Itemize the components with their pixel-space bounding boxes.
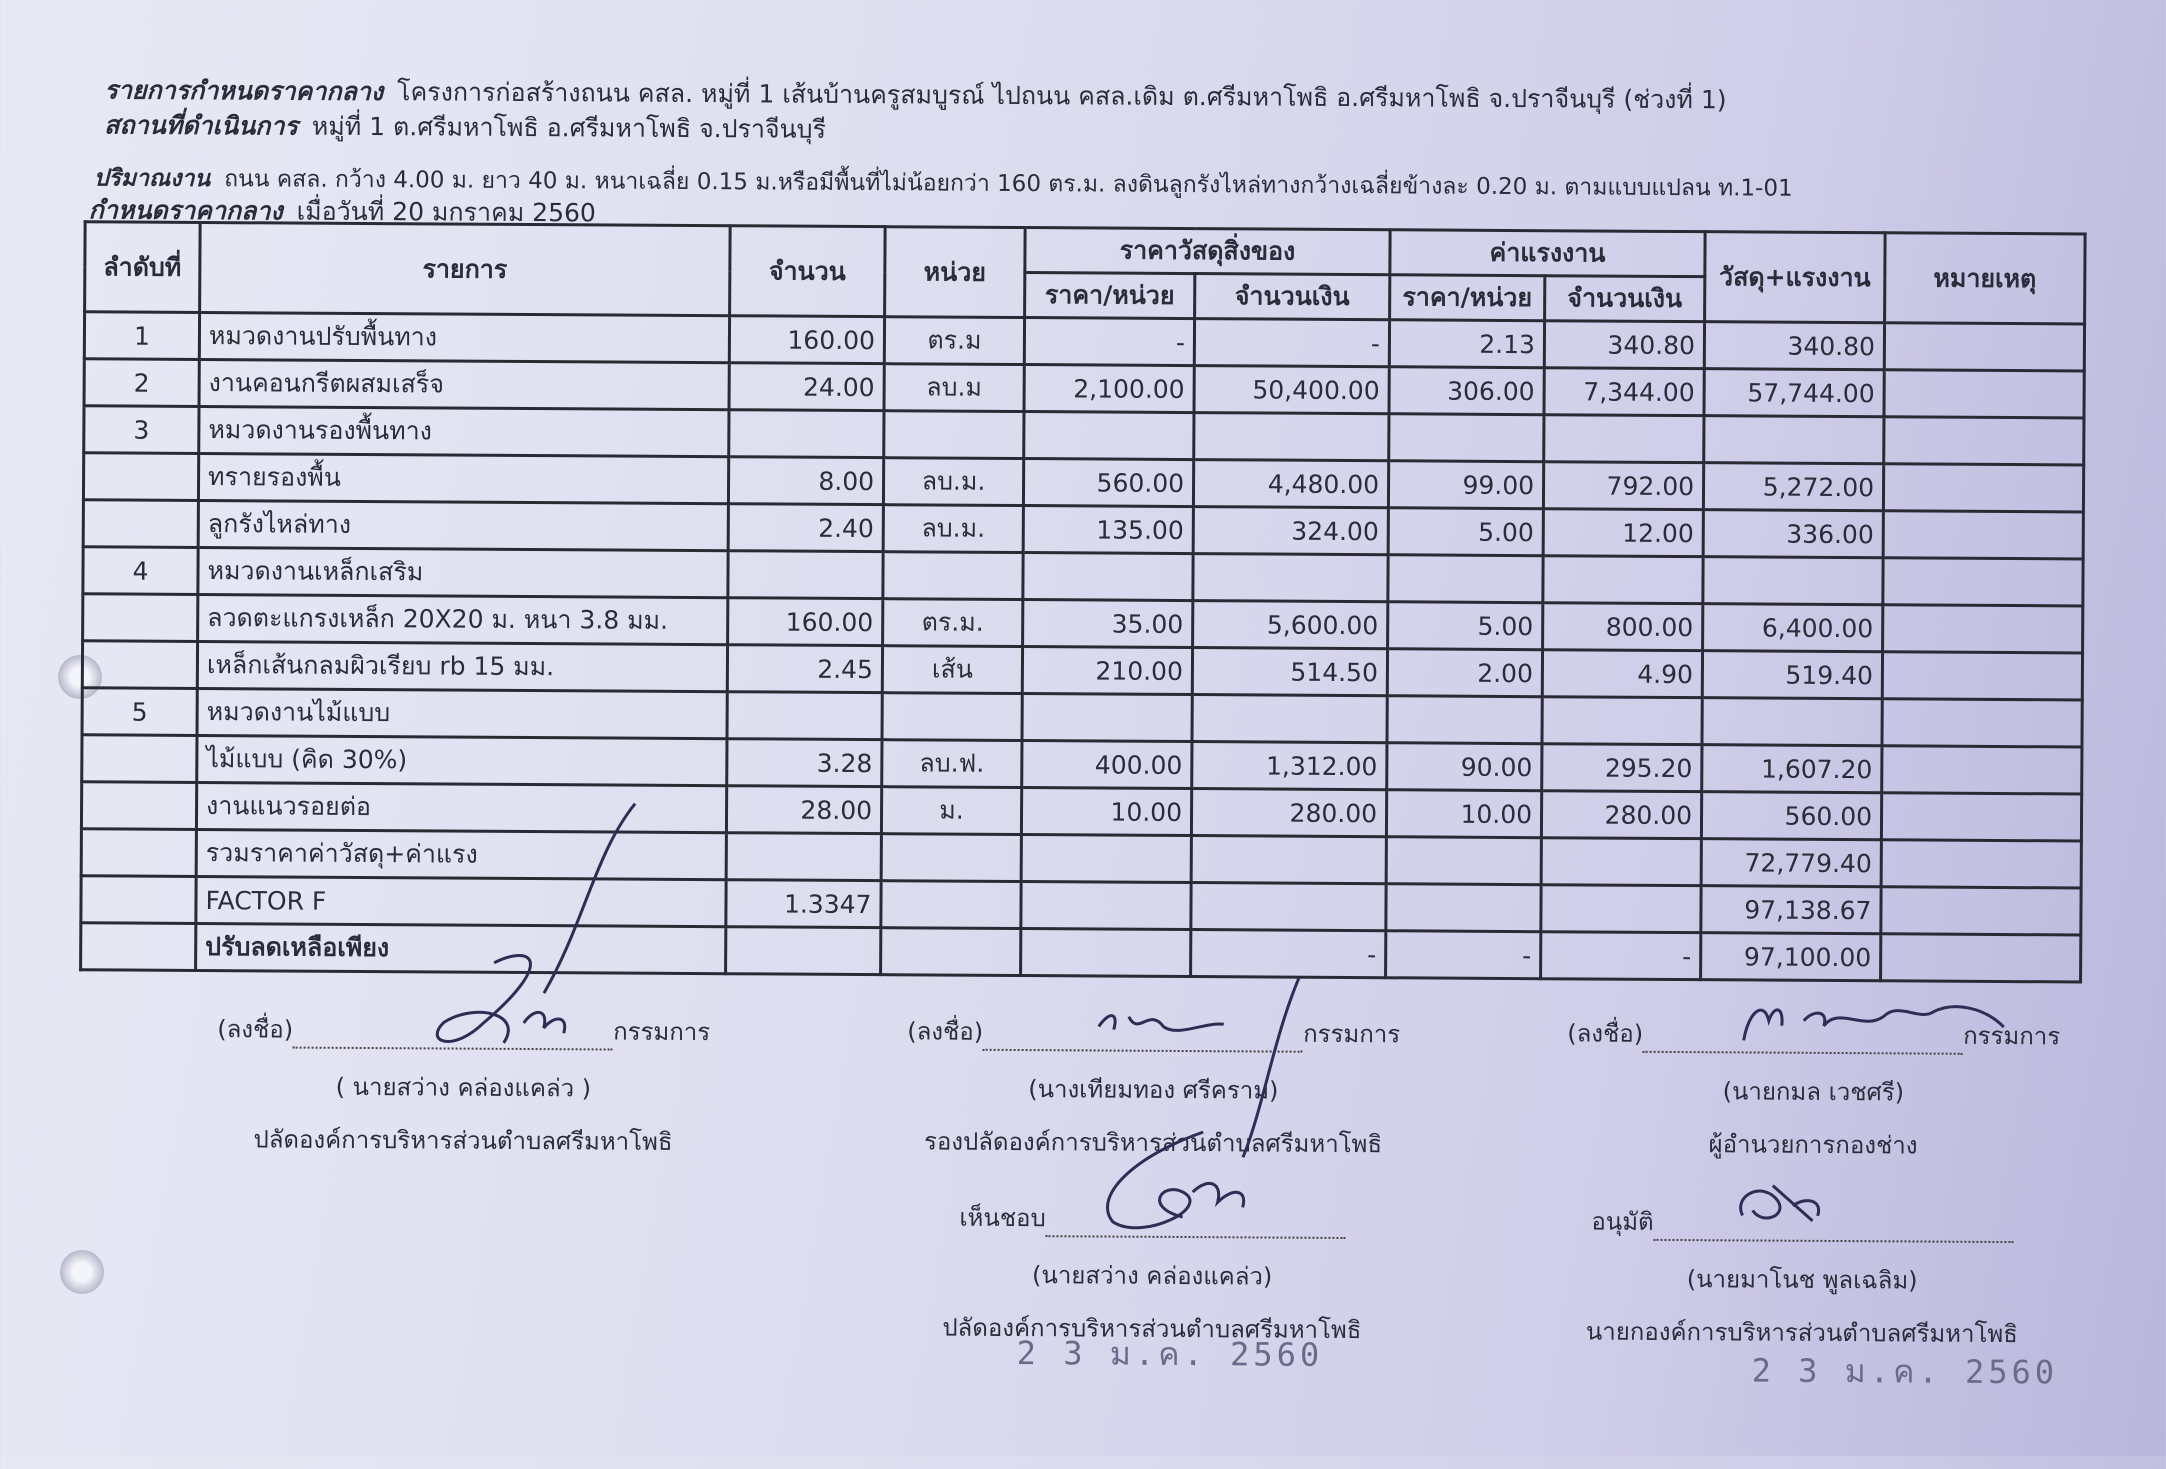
row-lab-amount: 800.00: [1543, 603, 1703, 651]
row-lab-price: [1389, 414, 1544, 462]
row-qty: [727, 692, 882, 740]
row-mat-amount: [1192, 695, 1387, 743]
row-mat-price: 210.00: [1022, 647, 1192, 695]
row-lab-amount: 7,344.00: [1544, 368, 1704, 416]
row-unit: [881, 834, 1021, 882]
signer-name: (นายกมล เวชศรี): [1722, 1077, 1905, 1107]
row-qty: 8.00: [728, 457, 883, 505]
row-total: [1703, 557, 1883, 605]
row-no: [81, 923, 196, 971]
row-mat-amount: 280.00: [1191, 789, 1386, 837]
date-stamp: 2 3 ม.ค. 2560: [1751, 1351, 2059, 1392]
row-no: 3: [84, 406, 199, 454]
col-header-lab-price: ราคา/หน่วย: [1390, 275, 1545, 321]
row-lab-price: 5.00: [1388, 602, 1543, 650]
col-header-mat-price: ราคา/หน่วย: [1025, 273, 1195, 319]
row-note: [1883, 511, 2083, 559]
row-item: หมวดงานรองพื้นทาง: [199, 406, 729, 456]
row-no: [82, 641, 197, 689]
handwritten-signature: [1722, 1175, 1832, 1236]
signature-approve: อนุมัติ (นายมาโนช พูลเฉลิม) นายกองค์การบริหารส่วนตำบลศรีมหาโพธิ: [1552, 1201, 2053, 1353]
row-lab-amount: 280.00: [1541, 791, 1701, 839]
row-mat-price: 400.00: [1022, 741, 1192, 789]
date-stamp: 2 3 ม.ค. 2560: [1016, 1333, 1324, 1374]
signer-title: ผู้อำนวยการกองช่าง: [1708, 1130, 1918, 1160]
signer-name: (นายสว่าง คล่องแคล่ว): [1032, 1261, 1273, 1291]
row-total: 6,400.00: [1703, 604, 1883, 652]
row-item: ลูกรังไหล่ทาง: [198, 500, 728, 550]
row-no: 2: [84, 359, 199, 407]
row-no: [81, 876, 196, 924]
row-unit: ตร.ม.: [883, 599, 1023, 647]
row-item: หมวดงานปรับพื้นทาง: [199, 312, 729, 362]
row-lab-price: [1388, 555, 1543, 603]
price-date-line: กำหนดราคากลาง เมื่อวันที่ 20 มกราคม 2560: [88, 195, 596, 228]
signer-title: ปลัดองค์การบริหารส่วนตำบลศรีมหาโพธิ: [942, 1313, 1362, 1345]
quantity-line: ปริมาณงาน ถนน คสล. กว้าง 4.00 ม. ยาว 40 ม. หนาเฉลี่ย 0.15 ม.หรือมีพื้นที่ไม่น้อยกว่า 160 ตร.ม. ลงดินลูกรังไหล่ทางกว้างเฉลี่ยข้างละ 0.20 ม. ตามแบบแปลน ท.1-01: [93, 165, 1793, 202]
signer-name: (นายมาโนช พูลเฉลิม): [1686, 1265, 1918, 1295]
row-mat-amount: [1191, 883, 1386, 931]
row-no: [83, 500, 198, 548]
signer-name: (นางเทียมทอง ศรีคราม): [1028, 1075, 1279, 1105]
row-total: 5,272.00: [1703, 463, 1883, 511]
row-mat-price: [1023, 553, 1193, 601]
row-qty: 3.28: [727, 739, 882, 787]
row-lab-price: 5.00: [1388, 508, 1543, 556]
row-note: [1882, 699, 2082, 747]
row-mat-amount: [1191, 836, 1386, 884]
row-unit: [883, 552, 1023, 600]
row-unit: [881, 928, 1021, 976]
row-lab-amount: 340.80: [1544, 321, 1704, 369]
row-note: [1883, 558, 2083, 606]
col-header-item: รายการ: [200, 222, 731, 315]
row-total: 560.00: [1701, 792, 1881, 840]
signature-agree: เห็นชอบ (นายสว่าง คล่องแคล่ว) ปลัดองค์การบริหารส่วนตำบลศรีมหาโพธิ: [892, 1197, 1413, 1349]
row-item: ไม้แบบ (คิด 30%): [197, 735, 727, 785]
row-lab-price: 2.00: [1387, 649, 1542, 697]
col-header-qty: จำนวน: [730, 226, 886, 317]
row-total: 336.00: [1703, 510, 1883, 558]
row-total: 97,100.00: [1701, 933, 1881, 981]
row-mat-price: 2,100.00: [1024, 365, 1194, 413]
row-unit: [881, 881, 1021, 929]
row-total: 519.40: [1702, 651, 1882, 699]
row-qty: 2.40: [728, 504, 883, 552]
row-total: 1,607.20: [1702, 745, 1882, 793]
signature-committee-1: (ลงชื่อ) กรรมการ ( นายสว่าง คล่องแคล่ว ) ปลัดองค์การบริหารส่วนตำบลศรีมหาโพธิ: [183, 1009, 744, 1161]
row-lab-amount: 4.90: [1542, 650, 1702, 698]
row-no: [81, 782, 196, 830]
row-no: 1: [84, 312, 199, 360]
project-title-line: รายการกำหนดราคากลาง โครงการก่อสร้างถนน คสล. หมู่ที่ 1 เส้นบ้านครูสมบูรณ์ ไปถนน คสล.เดิม ต.ศรีมหาโพธิ อ.ศรีมหาโพธิ จ.ปราจีนบุรี (ช่วงที่ 1): [104, 75, 1727, 115]
row-unit: ลบ.ม: [884, 364, 1024, 412]
row-mat-amount: -: [1194, 319, 1389, 367]
col-header-mat-amount: จำนวนเงิน: [1195, 274, 1390, 320]
signer-title: รองปลัดองค์การบริหารส่วนตำบลศรีมหาโพธิ: [923, 1127, 1383, 1159]
row-unit: ลบ.ม.: [883, 458, 1023, 506]
signature-committee-3: (ลงชื่อ) กรรมการ (นายกมล เวชศรี) ผู้อำนวยการกองช่าง: [1553, 1013, 2074, 1165]
row-lab-amount: [1541, 885, 1701, 933]
price-estimate-document: [31, 0, 2140, 1469]
row-lab-price: 10.00: [1386, 790, 1541, 838]
col-header-note: หมายเหตุ: [1885, 233, 2086, 324]
row-no: [83, 594, 198, 642]
row-note: [1882, 746, 2082, 794]
col-header-total: วัสดุ+แรงงาน: [1705, 232, 1886, 323]
col-header-lab-amount: จำนวนเงิน: [1545, 276, 1705, 322]
row-lab-amount: -: [1541, 932, 1701, 980]
col-header-no: ลำดับที่: [85, 222, 201, 313]
row-mat-price: -: [1024, 318, 1194, 366]
row-qty: 2.45: [727, 645, 882, 693]
row-note: [1882, 652, 2082, 700]
row-no: [82, 735, 197, 783]
row-total: 57,744.00: [1704, 369, 1884, 417]
row-lab-amount: [1544, 415, 1704, 463]
row-total: 97,138.67: [1701, 886, 1881, 934]
row-qty: 160.00: [729, 316, 884, 364]
signer-title: ปลัดองค์การบริหารส่วนตำบลศรีมหาโพธิ: [253, 1125, 673, 1156]
row-note: [1881, 793, 2081, 841]
row-lab-price: 2.13: [1389, 320, 1544, 368]
row-unit: [884, 411, 1024, 459]
row-mat-amount: 4,480.00: [1193, 460, 1388, 508]
col-header-unit: หน่วย: [885, 227, 1026, 318]
row-lab-price: 99.00: [1388, 461, 1543, 509]
row-note: [1884, 417, 2084, 465]
row-qty: 160.00: [728, 598, 883, 646]
handwritten-signature: [1072, 966, 1314, 1257]
row-note: [1881, 840, 2081, 888]
handwritten-signature: [1734, 990, 2014, 1052]
row-lab-amount: [1542, 697, 1702, 745]
group-header-labor: ค่าแรงงาน: [1390, 230, 1705, 277]
row-item: หมวดงานไม้แบบ: [197, 688, 727, 738]
row-qty: [726, 833, 881, 881]
row-no: 5: [82, 688, 197, 736]
cost-table: [79, 220, 2087, 983]
row-item: หมวดงานเหล็กเสริม: [198, 547, 728, 597]
row-no: [81, 829, 196, 877]
row-unit: เส้น: [882, 646, 1022, 694]
row-mat-price: [1022, 694, 1192, 742]
row-unit: ลบ.ม.: [883, 505, 1023, 553]
row-mat-price: 35.00: [1023, 600, 1193, 648]
row-mat-amount: 50,400.00: [1194, 366, 1389, 414]
row-item: ลวดตะแกรงเหล็ก 20X20 ม. หนา 3.8 มม.: [198, 594, 728, 644]
row-mat-amount: [1193, 554, 1388, 602]
signer-title: นายกองค์การบริหารส่วนตำบลศรีมหาโพธิ: [1585, 1317, 2018, 1349]
location-line: สถานที่ดำเนินการ หมู่ที่ 1 ต.ศรีมหาโพธิ อ.ศรีมหาโพธิ จ.ปราจีนบุรี: [104, 110, 827, 144]
row-note: [1884, 370, 2084, 418]
row-no: 4: [83, 547, 198, 595]
row-qty: 1.3347: [726, 880, 881, 928]
row-item: งานคอนกรีตผสมเสร็จ: [199, 359, 729, 409]
signature-committee-2: (ลงชื่อ) กรรมการ (นางเทียมทอง ศรีคราม) รองปลัดองค์การบริหารส่วนตำบลศรีมหาโพธิ: [873, 1011, 1434, 1163]
row-mat-amount: 514.50: [1192, 648, 1387, 696]
row-total: 72,779.40: [1701, 839, 1881, 887]
row-unit: ลบ.ฟ.: [882, 740, 1022, 788]
row-mat-price: 135.00: [1023, 506, 1193, 554]
row-unit: ตร.ม: [884, 317, 1024, 365]
row-item: เหล็กเส้นกลมผิวเรียบ rb 15 มม.: [197, 641, 727, 691]
row-lab-amount: 792.00: [1543, 462, 1703, 510]
row-lab-amount: 295.20: [1542, 744, 1702, 792]
row-mat-amount: 324.00: [1193, 507, 1388, 555]
row-mat-amount: [1194, 413, 1389, 461]
row-qty: [728, 551, 883, 599]
handwritten-signature: [383, 792, 685, 1084]
row-lab-amount: 12.00: [1543, 509, 1703, 557]
row-mat-price: [1024, 412, 1194, 460]
row-total: [1702, 698, 1882, 746]
row-lab-price: [1387, 696, 1542, 744]
row-lab-price: -: [1386, 931, 1541, 979]
row-mat-price: 560.00: [1023, 459, 1193, 507]
row-item: ทรายรองพื้น: [198, 453, 728, 503]
row-item: งานแนวรอยต่อ: [196, 782, 726, 832]
row-item: FACTOR F: [196, 876, 726, 926]
row-lab-amount: [1541, 838, 1701, 886]
row-lab-price: 306.00: [1389, 367, 1544, 415]
row-mat-price: [1021, 835, 1191, 883]
row-unit: [882, 693, 1022, 741]
row-qty: [729, 410, 884, 458]
row-total: [1704, 416, 1884, 464]
row-mat-amount: -: [1191, 930, 1386, 978]
row-mat-amount: 5,600.00: [1193, 601, 1388, 649]
row-lab-price: [1386, 884, 1541, 932]
row-item: รวมราคาค่าวัสดุ+ค่าแรง: [196, 829, 726, 879]
row-item: ปรับลดเหลือเพียง: [196, 923, 726, 973]
row-lab-price: [1386, 837, 1541, 885]
row-no: [83, 453, 198, 501]
row-note: [1884, 323, 2084, 371]
row-note: [1881, 887, 2081, 935]
row-qty: [726, 927, 881, 975]
row-note: [1883, 464, 2083, 512]
signer-name: ( นายสว่าง คล่องแคล่ว ): [335, 1072, 592, 1103]
row-mat-amount: 1,312.00: [1192, 742, 1387, 790]
row-lab-price: 90.00: [1387, 743, 1542, 791]
row-total: 340.80: [1704, 322, 1884, 370]
group-header-material: ราคาวัสดุสิ่งของ: [1025, 228, 1390, 275]
row-qty: 24.00: [729, 363, 884, 411]
row-lab-amount: [1543, 556, 1703, 604]
row-unit: ม.: [881, 787, 1021, 835]
row-note: [1883, 605, 2083, 653]
row-mat-price: 10.00: [1021, 788, 1191, 836]
row-mat-price: [1021, 882, 1191, 930]
row-qty: 28.00: [726, 786, 881, 834]
row-note: [1881, 934, 2081, 982]
